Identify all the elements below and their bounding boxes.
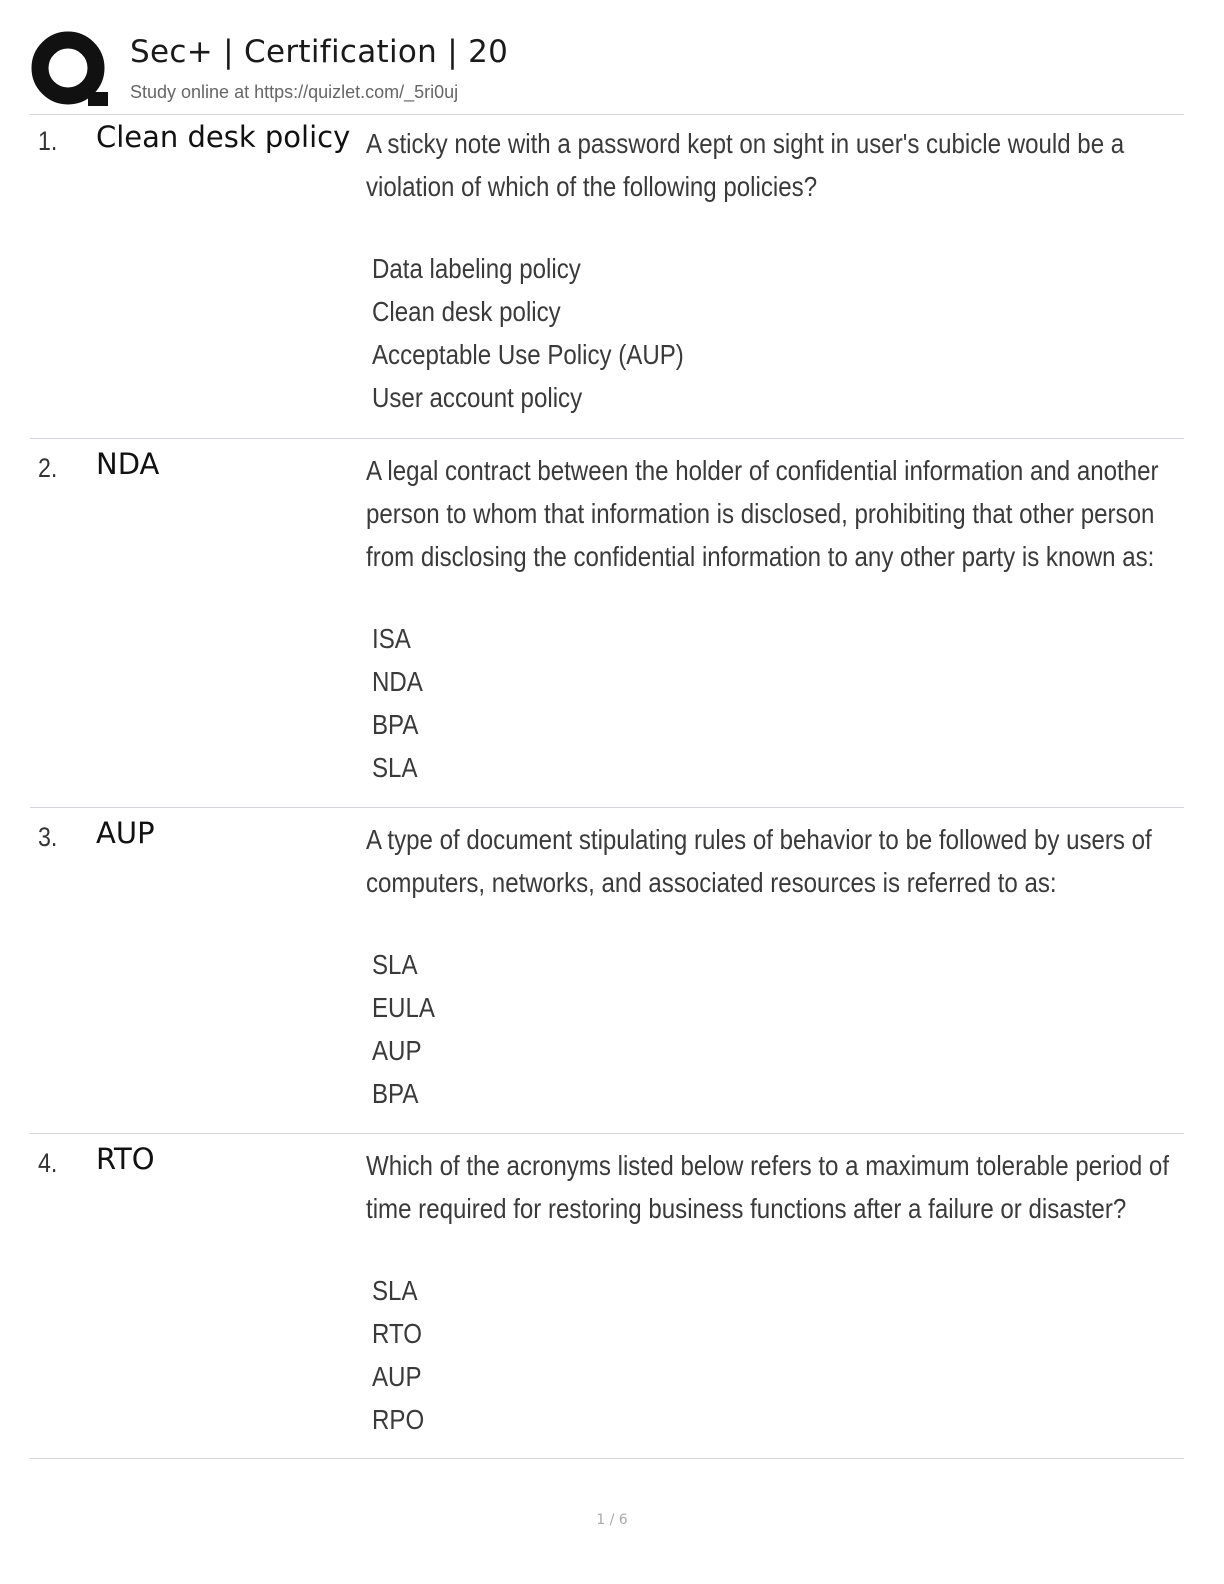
page-number: 1 / 6	[596, 1512, 628, 1528]
option-item: Clean desk policy	[372, 296, 561, 327]
card-number: 3.	[38, 822, 58, 852]
card-options	[372, 943, 435, 1115]
card-definition: A legal contract between the holder of confidential information and another person to whom that information is disclosed, prohibiting that other person from disclosing the confidential information to any other party is known as:	[366, 455, 1159, 572]
option-item: BPA	[372, 709, 419, 740]
card-definition: Which of the acronyms listed below refers to a maximum tolerable period of time required for restoring business functions after a failure or disaster?	[366, 1150, 1170, 1224]
option-item: ISA	[372, 623, 411, 654]
option-item: AUP	[372, 1361, 422, 1392]
option-item: RPO	[372, 1404, 425, 1435]
option-item: SLA	[372, 1275, 418, 1306]
card-options	[372, 247, 684, 419]
option-item: AUP	[372, 1035, 422, 1066]
card-options	[372, 617, 423, 789]
card-term: NDA	[96, 447, 160, 481]
card-number: 1.	[38, 126, 58, 156]
card-3	[30, 814, 1184, 1134]
option-item: User account policy	[372, 382, 583, 413]
card-options	[372, 1269, 424, 1441]
card-number: 2.	[38, 453, 58, 483]
set-title: Sec+ | Certification | 20	[130, 34, 509, 70]
option-item: RTO	[372, 1318, 422, 1349]
page-header	[30, 30, 1184, 115]
card-1	[30, 118, 1184, 439]
option-item: Acceptable Use Policy (AUP)	[372, 339, 684, 370]
card-term: Clean desk policy	[96, 120, 351, 154]
option-item: EULA	[372, 992, 435, 1023]
option-item: NDA	[372, 666, 423, 697]
option-item: BPA	[372, 1078, 419, 1109]
option-item: SLA	[372, 752, 418, 783]
option-item: Data labeling policy	[372, 253, 581, 284]
card-definition: A sticky note with a password kept on sight in user's cubicle would be a violation of which of the following policies?	[366, 128, 1125, 202]
card-term: AUP	[96, 816, 155, 850]
card-2	[30, 445, 1184, 808]
card-4	[30, 1140, 1184, 1459]
card-number: 4.	[38, 1148, 58, 1178]
quizlet-logo-icon	[30, 30, 110, 110]
option-item: SLA	[372, 949, 418, 980]
card-term: RTO	[96, 1142, 155, 1176]
study-online-link[interactable]: Study online at https://quizlet.com/_5ri0uj	[130, 82, 459, 102]
card-definition: A type of document stipulating rules of behavior to be followed by users of computers, networks, and associated resources is referred to as:	[366, 824, 1152, 898]
